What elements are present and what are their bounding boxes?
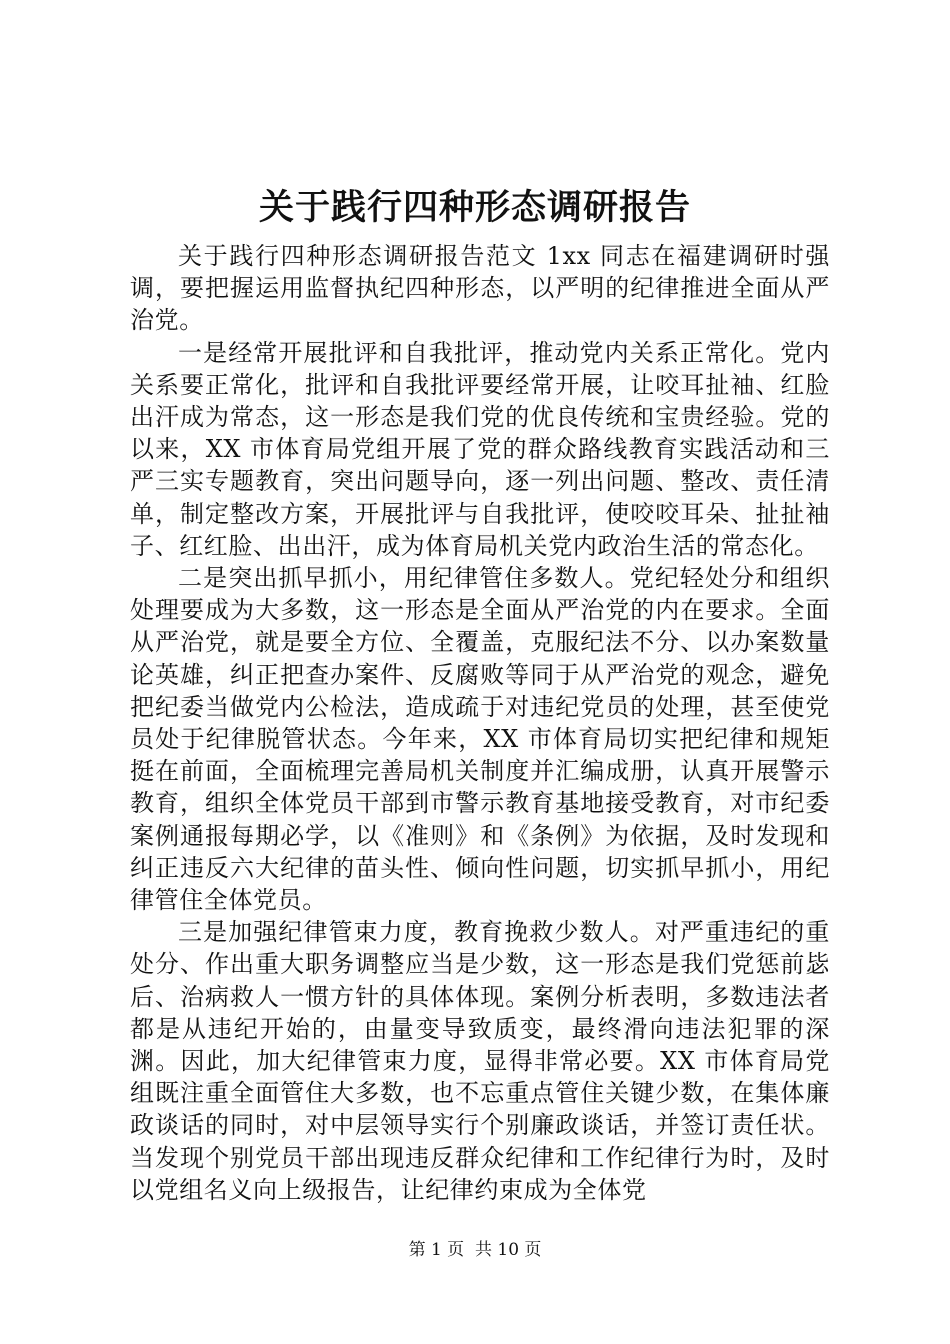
page-number: 第 1 页 共 10 页 xyxy=(408,1240,542,1260)
paragraph-point-one: 一是经常开展批评和自我批评，推动党内关系正常化。党内关系要正常化，批评和自我批评要经常开展，让咬耳扯袖、红脸出汗成为常态，这一形态是我们党的优良传统和宝贵经验。党的以来，XX 市体育局党组开展了党的群众路线教育实践活动和三严三实专题教育，突出问题导向，逐一列出问题、整改、责任清单，制定整改方案，开展批评与自我批评，使咬咬耳朵、扯扯袖子、红红脸、出出汗，成为体育局机关党内政治生活的常态化。 xyxy=(130,338,830,560)
document-body xyxy=(130,240,830,1206)
paragraph-point-three: 三是加强纪律管束力度，教育挽救少数人。对严重违纪的重处分、作出重大职务调整应当是少数，这一形态是我们党惩前毖后、治病救人一惯方针的具体体现。案例分析表明，多数违法者都是从违纪开始的，由量变导致质变，最终滑向违法犯罪的深渊。因此，加大纪律管束力度，显得非常必要。XX 市体育局党组既注重全面管住大多数，也不忘重点管住关键少数，在集体廉政谈话的同时，对中层领导实行个别廉政谈话，并签订责任状。当发现个别党员干部出现违反群众纪律和工作纪律行为时，及时以党组名义向上级报告，让纪律约束成为全体党 xyxy=(130,918,830,1204)
page-footer xyxy=(0,1238,950,1262)
paragraph-point-two: 二是突出抓早抓小，用纪律管住多数人。党纪轻处分和组织处理要成为大多数，这一形态是全面从严治党的内在要求。全面从严治党，就是要全方位、全覆盖，克服纪法不分、以办案数量论英雄，纠正把查办案件、反腐败等同于从严治党的观念，避免把纪委当做党内公检法，造成疏于对违纪党员的处理，甚至使党员处于纪律脱管状态。今年来，XX 市体育局切实把纪律和规矩挺在前面，全面梳理完善局机关制度并汇编成册，认真开展警示教育，组织全体党员干部到市警示教育基地接受教育，对市纪委案例通报每期必学，以《准则》和《条例》为依据，及时发现和纠正违反六大纪律的苗头性、倾向性问题，切实抓早抓小，用纪律管住全体党员。 xyxy=(130,564,830,915)
document-title: 关于践行四种形态调研报告 xyxy=(258,187,691,228)
paragraph-intro: 关于践行四种形态调研报告范文 1xx 同志在福建调研时强调，要把握运用监督执纪四种形态，以严明的纪律推进全面从严治党。 xyxy=(130,242,830,335)
